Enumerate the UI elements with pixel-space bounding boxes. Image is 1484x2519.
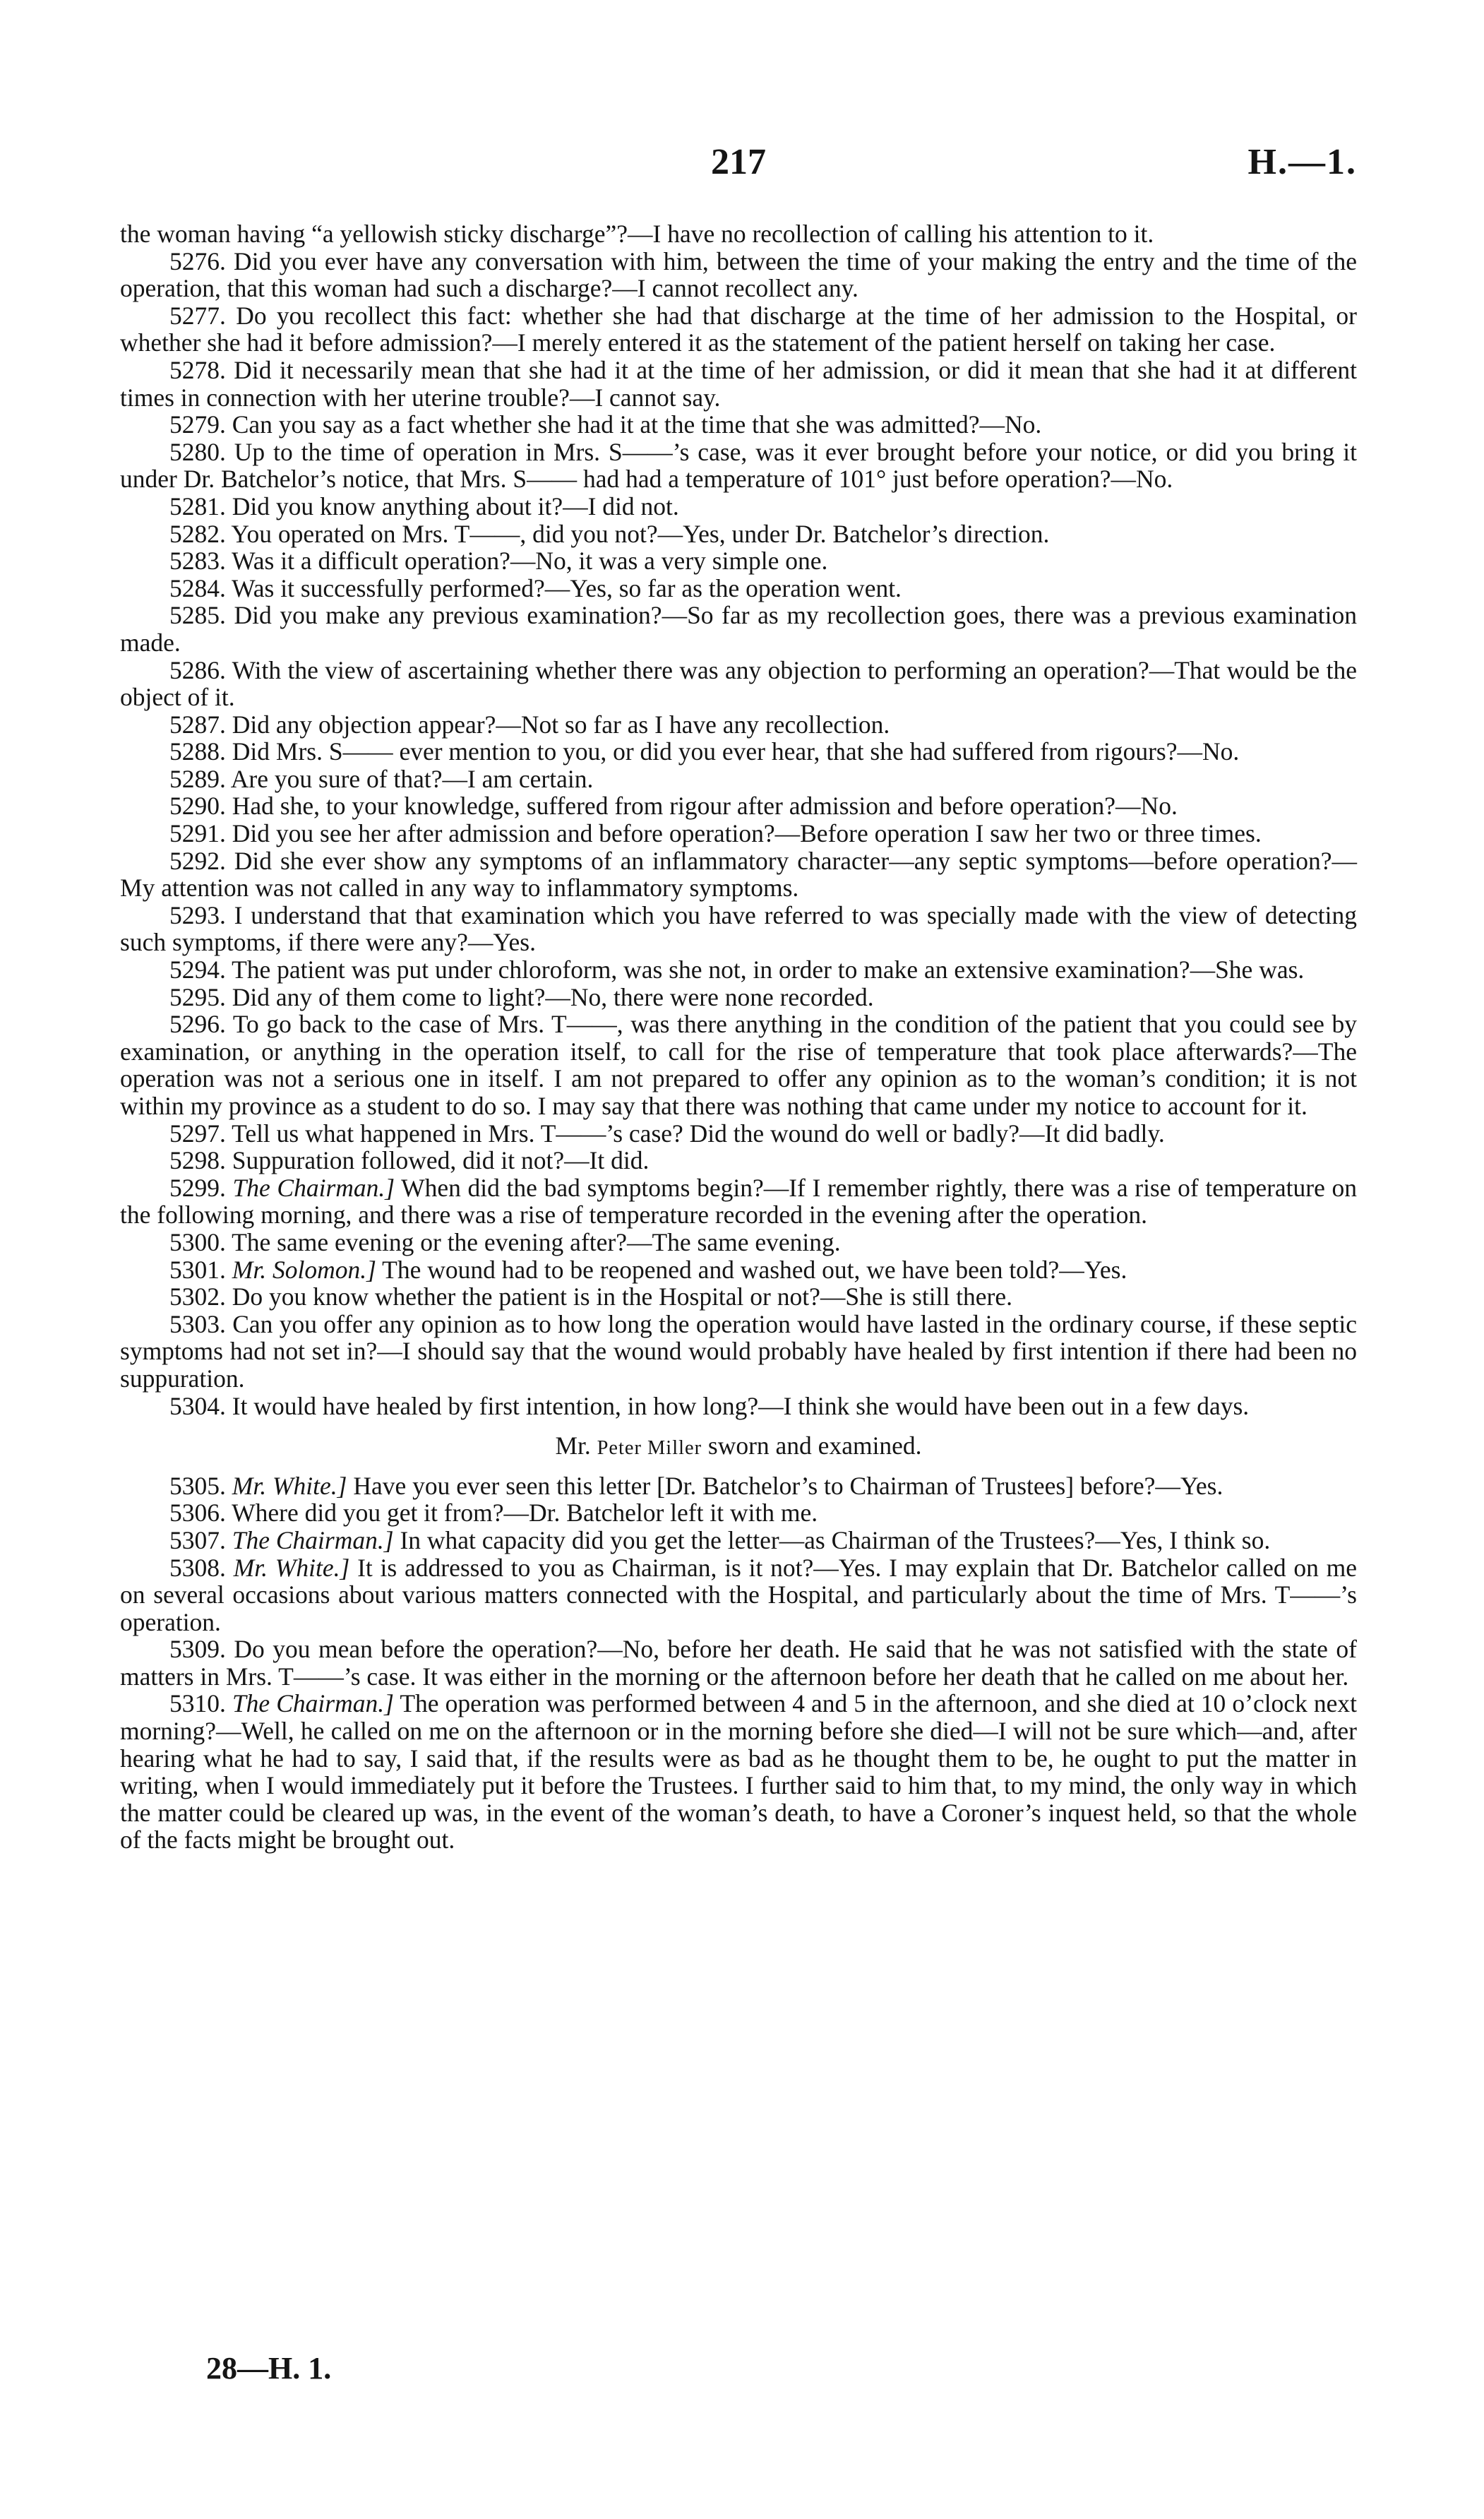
paragraph-continuation: the woman having “a yellowish sticky discharge”?—I have no recollection of calling his attention to it. bbox=[120, 220, 1154, 248]
question-5304: 5304. It would have healed by first intention, in how long?—I think she would have been out in a few days. bbox=[169, 1391, 1250, 1420]
question-5296: 5296. To go back to the case of Mrs. T——, was there anything in the condition of the patient that you could see by examination, or anything in the operation itself, to call for the rise of temperature that took place afterwards?—The operation was not a serious one in itself. I am not prepared to offer any opinion as to the woman’s condition; it is not within my province as a student to do so. I may say that there was nothing that came under my notice to account for it. bbox=[120, 1010, 1357, 1120]
question-5284: 5284. Was it successfully performed?—Yes, so far as the operation went. bbox=[169, 573, 902, 602]
question-number: 5308. bbox=[169, 1553, 226, 1582]
question-5282: 5282. You operated on Mrs. T——, did you not?—Yes, under Dr. Batchelor’s direction. bbox=[169, 519, 1050, 548]
question-text: The operation was performed between 4 and 5 in the afternoon, and she died at 10 o’clock next morning?—Well, he called on me on the afternoon or in the morning before she died—I will not be sure which—and, after hearing what he had to say, I said that, if the results were as bad as he thought them to be, he ought to put the matter in writing, when I would immediately put it before the Trustees. I further said to him that, to my mind, the only way in which the matter could be cleared up was, in the event of the woman’s death, to have a Coroner’s inquest held, so that the whole of the facts might be brought out. bbox=[120, 1689, 1358, 1854]
question-5278: 5278. Did it necessarily mean that she had it at the time of her admission, or did it mean that she had it at different times in connection with her uterine trouble?—I cannot say. bbox=[120, 355, 1357, 412]
document-reference: H.—1. bbox=[1247, 142, 1357, 182]
question-5291: 5291. Did you see her after admission and before operation?—Before operation I saw her two or three times. bbox=[169, 819, 1262, 848]
question-5308 bbox=[120, 1554, 1357, 1636]
question-5285: 5285. Did you make any previous examination?—So far as my recollection goes, there was a previous examination made. bbox=[120, 601, 1357, 657]
question-5295: 5295. Did any of them come to light?—No, there were none recorded. bbox=[169, 982, 874, 1011]
question-number: 5299. bbox=[169, 1173, 226, 1202]
question-text: Have you ever seen this letter [Dr. Batchelor’s to Chairman of Trustees] before?—Yes. bbox=[353, 1471, 1223, 1500]
heading-suffix: sworn and examined. bbox=[707, 1431, 922, 1460]
question-number: 5305. bbox=[169, 1471, 226, 1500]
question-5293: 5293. I understand that that examination which you have referred to was specially made with the view of detecting such symptoms, if there were any?—Yes. bbox=[120, 900, 1357, 957]
page-number: 217 bbox=[711, 142, 766, 182]
question-5290: 5290. Had she, to your knowledge, suffered from rigour after admission and before operation?—No. bbox=[169, 792, 1178, 821]
question-5286: 5286. With the view of ascertaining whether there was any objection to performing an operation?—That would be the object of it. bbox=[120, 655, 1357, 712]
question-5307 bbox=[120, 1527, 1357, 1554]
printer-signature: 28—H. 1. bbox=[206, 2351, 332, 2386]
question-5305 bbox=[120, 1472, 1357, 1500]
question-5281: 5281. Did you know anything about it?—I did not. bbox=[169, 492, 679, 520]
question-5309: 5309. Do you mean before the operation?—No, before her death. He said that he was not satisfied with the state of matters in Mrs. T——’s case. It was either in the morning or the afternoon before her death that he called on me about her. bbox=[120, 1635, 1357, 1691]
witness-heading bbox=[120, 1432, 1357, 1463]
question-5299 bbox=[120, 1174, 1357, 1229]
question-text: In what capacity did you get the letter—as Chairman of the Trustees?—Yes, I think so. bbox=[400, 1525, 1271, 1554]
speaker: Mr. Solomon.] bbox=[232, 1255, 376, 1284]
question-number: 5307. bbox=[169, 1525, 226, 1554]
question-5306: 5306. Where did you get it from?—Dr. Batchelor left it with me. bbox=[169, 1499, 818, 1528]
question-5303: 5303. Can you offer any opinion as to how long the operation would have lasted in the ordinary course, if these septic symptoms had not set in?—I should say that the wound would probably have healed by first intention if there had been no suppuration. bbox=[120, 1309, 1357, 1393]
question-number: 5301. bbox=[169, 1255, 226, 1284]
question-5287: 5287. Did any objection appear?—Not so far as I have any recollection. bbox=[169, 710, 890, 739]
page-header bbox=[120, 141, 1357, 198]
question-text: It is addressed to you as Chairman, is it not?—Yes. I may explain that Dr. Batchelor called on me on several occasions about various matters connected with the Hospital, and particularly about the time of Mrs. T——’s operation. bbox=[120, 1553, 1358, 1636]
question-5298: 5298. Suppuration followed, did it not?—It did. bbox=[169, 1146, 650, 1175]
question-5283: 5283. Was it a difficult operation?—No, it was a very simple one. bbox=[169, 547, 828, 576]
question-5310 bbox=[120, 1690, 1357, 1854]
question-5302: 5302. Do you know whether the patient is in the Hospital or not?—She is still there. bbox=[169, 1282, 1012, 1311]
question-5280: 5280. Up to the time of operation in Mrs. S——’s case, was it ever brought before your notice, or did you bring it under Dr. Batchelor’s notice, that Mrs. S—— had had a temperature of 101° just before operation?—No. bbox=[120, 437, 1357, 494]
question-5289: 5289. Are you sure of that?—I am certain. bbox=[169, 764, 594, 793]
question-number: 5310. bbox=[169, 1689, 226, 1718]
speaker: Mr. White.] bbox=[232, 1471, 347, 1500]
question-5292: 5292. Did she ever show any symptoms of an inflammatory character—any septic symptoms—before operation?—My attention was not called in any way to inflammatory symptoms. bbox=[120, 846, 1357, 903]
question-5297: 5297. Tell us what happened in Mrs. T——’s case? Did the wound do well or badly?—It did badly. bbox=[169, 1119, 1165, 1148]
question-text: When did the bad symptoms begin?—If I remember rightly, there was a rise of temperature on the following morning, and there was a rise of temperature recorded in the evening after the operation. bbox=[120, 1173, 1358, 1229]
speaker: The Chairman.] bbox=[232, 1689, 394, 1718]
page-body bbox=[120, 220, 1357, 1854]
witness-name: Peter Miller bbox=[597, 1437, 702, 1460]
question-text: The wound had to be reopened and washed out, we have been told?—Yes. bbox=[382, 1255, 1127, 1284]
question-5279: 5279. Can you say as a fact whether she had it at the time that she was admitted?—No. bbox=[169, 410, 1042, 439]
heading-prefix: Mr. bbox=[555, 1431, 591, 1460]
question-5294: 5294. The patient was put under chloroform, was she not, in order to make an extensive examination?—She was. bbox=[169, 955, 1305, 984]
speaker: Mr. White.] bbox=[233, 1553, 350, 1582]
question-5277: 5277. Do you recollect this fact: whether she had that discharge at the time of her admission to the Hospital, or whether she had it before admission?—I merely entered it as the statement of the patient herself on taking her case. bbox=[120, 301, 1357, 357]
question-5300: 5300. The same evening or the evening after?—The same evening. bbox=[169, 1227, 841, 1256]
question-5276: 5276. Did you ever have any conversation with him, between the time of your making the entry and the time of the operation, that this woman had such a discharge?—I cannot recollect any. bbox=[120, 246, 1357, 303]
speaker: The Chairman.] bbox=[232, 1173, 395, 1202]
question-5288: 5288. Did Mrs. S—— ever mention to you, or did you ever hear, that she had suffered from rigours?—No. bbox=[169, 737, 1240, 766]
question-5301 bbox=[120, 1256, 1357, 1284]
speaker: The Chairman.] bbox=[232, 1525, 394, 1554]
